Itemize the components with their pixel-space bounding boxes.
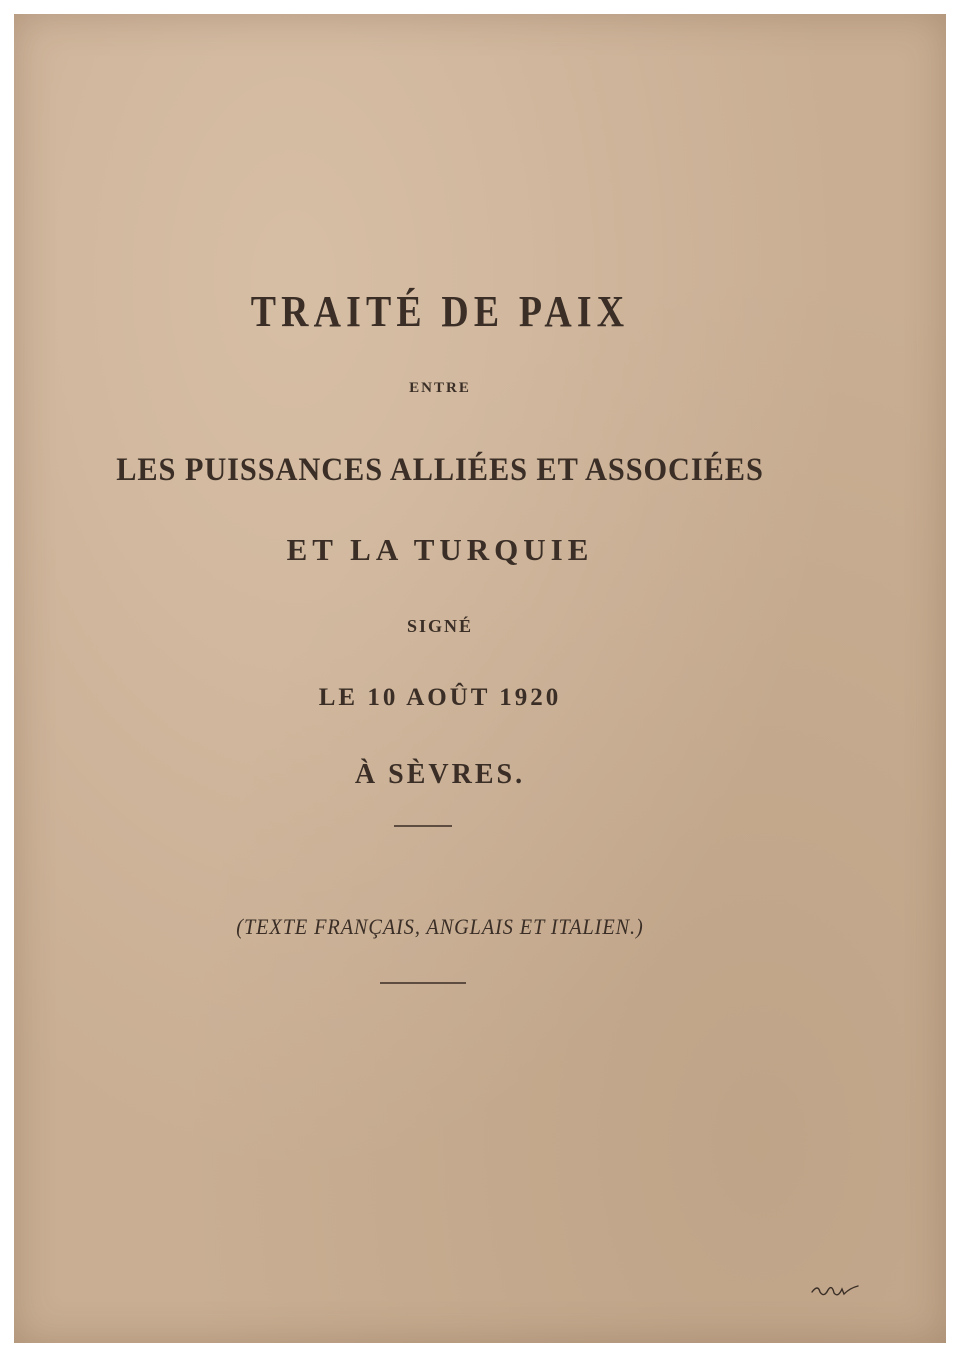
- signing-date: LE 10 AOÛT 1920: [318, 684, 562, 711]
- handwritten-mark: [810, 1280, 862, 1302]
- document-page: [14, 14, 946, 1343]
- signing-place: À SÈVRES.: [354, 759, 526, 790]
- allied-powers-line: LES PUISSANCES ALLIÉES ET ASSOCIÉES: [116, 452, 764, 488]
- signed-label: SIGNÉ: [406, 616, 474, 636]
- treaty-title: TRAITÉ DE PAIX: [250, 287, 630, 336]
- languages-note: (TEXTE FRANÇAIS, ANGLAIS ET ITALIEN.): [236, 914, 644, 939]
- turkey-line: ET LA TURQUIE: [286, 532, 594, 567]
- divider-rule: [394, 825, 452, 827]
- entre-label: ENTRE: [409, 380, 471, 396]
- divider-rule: [380, 982, 466, 984]
